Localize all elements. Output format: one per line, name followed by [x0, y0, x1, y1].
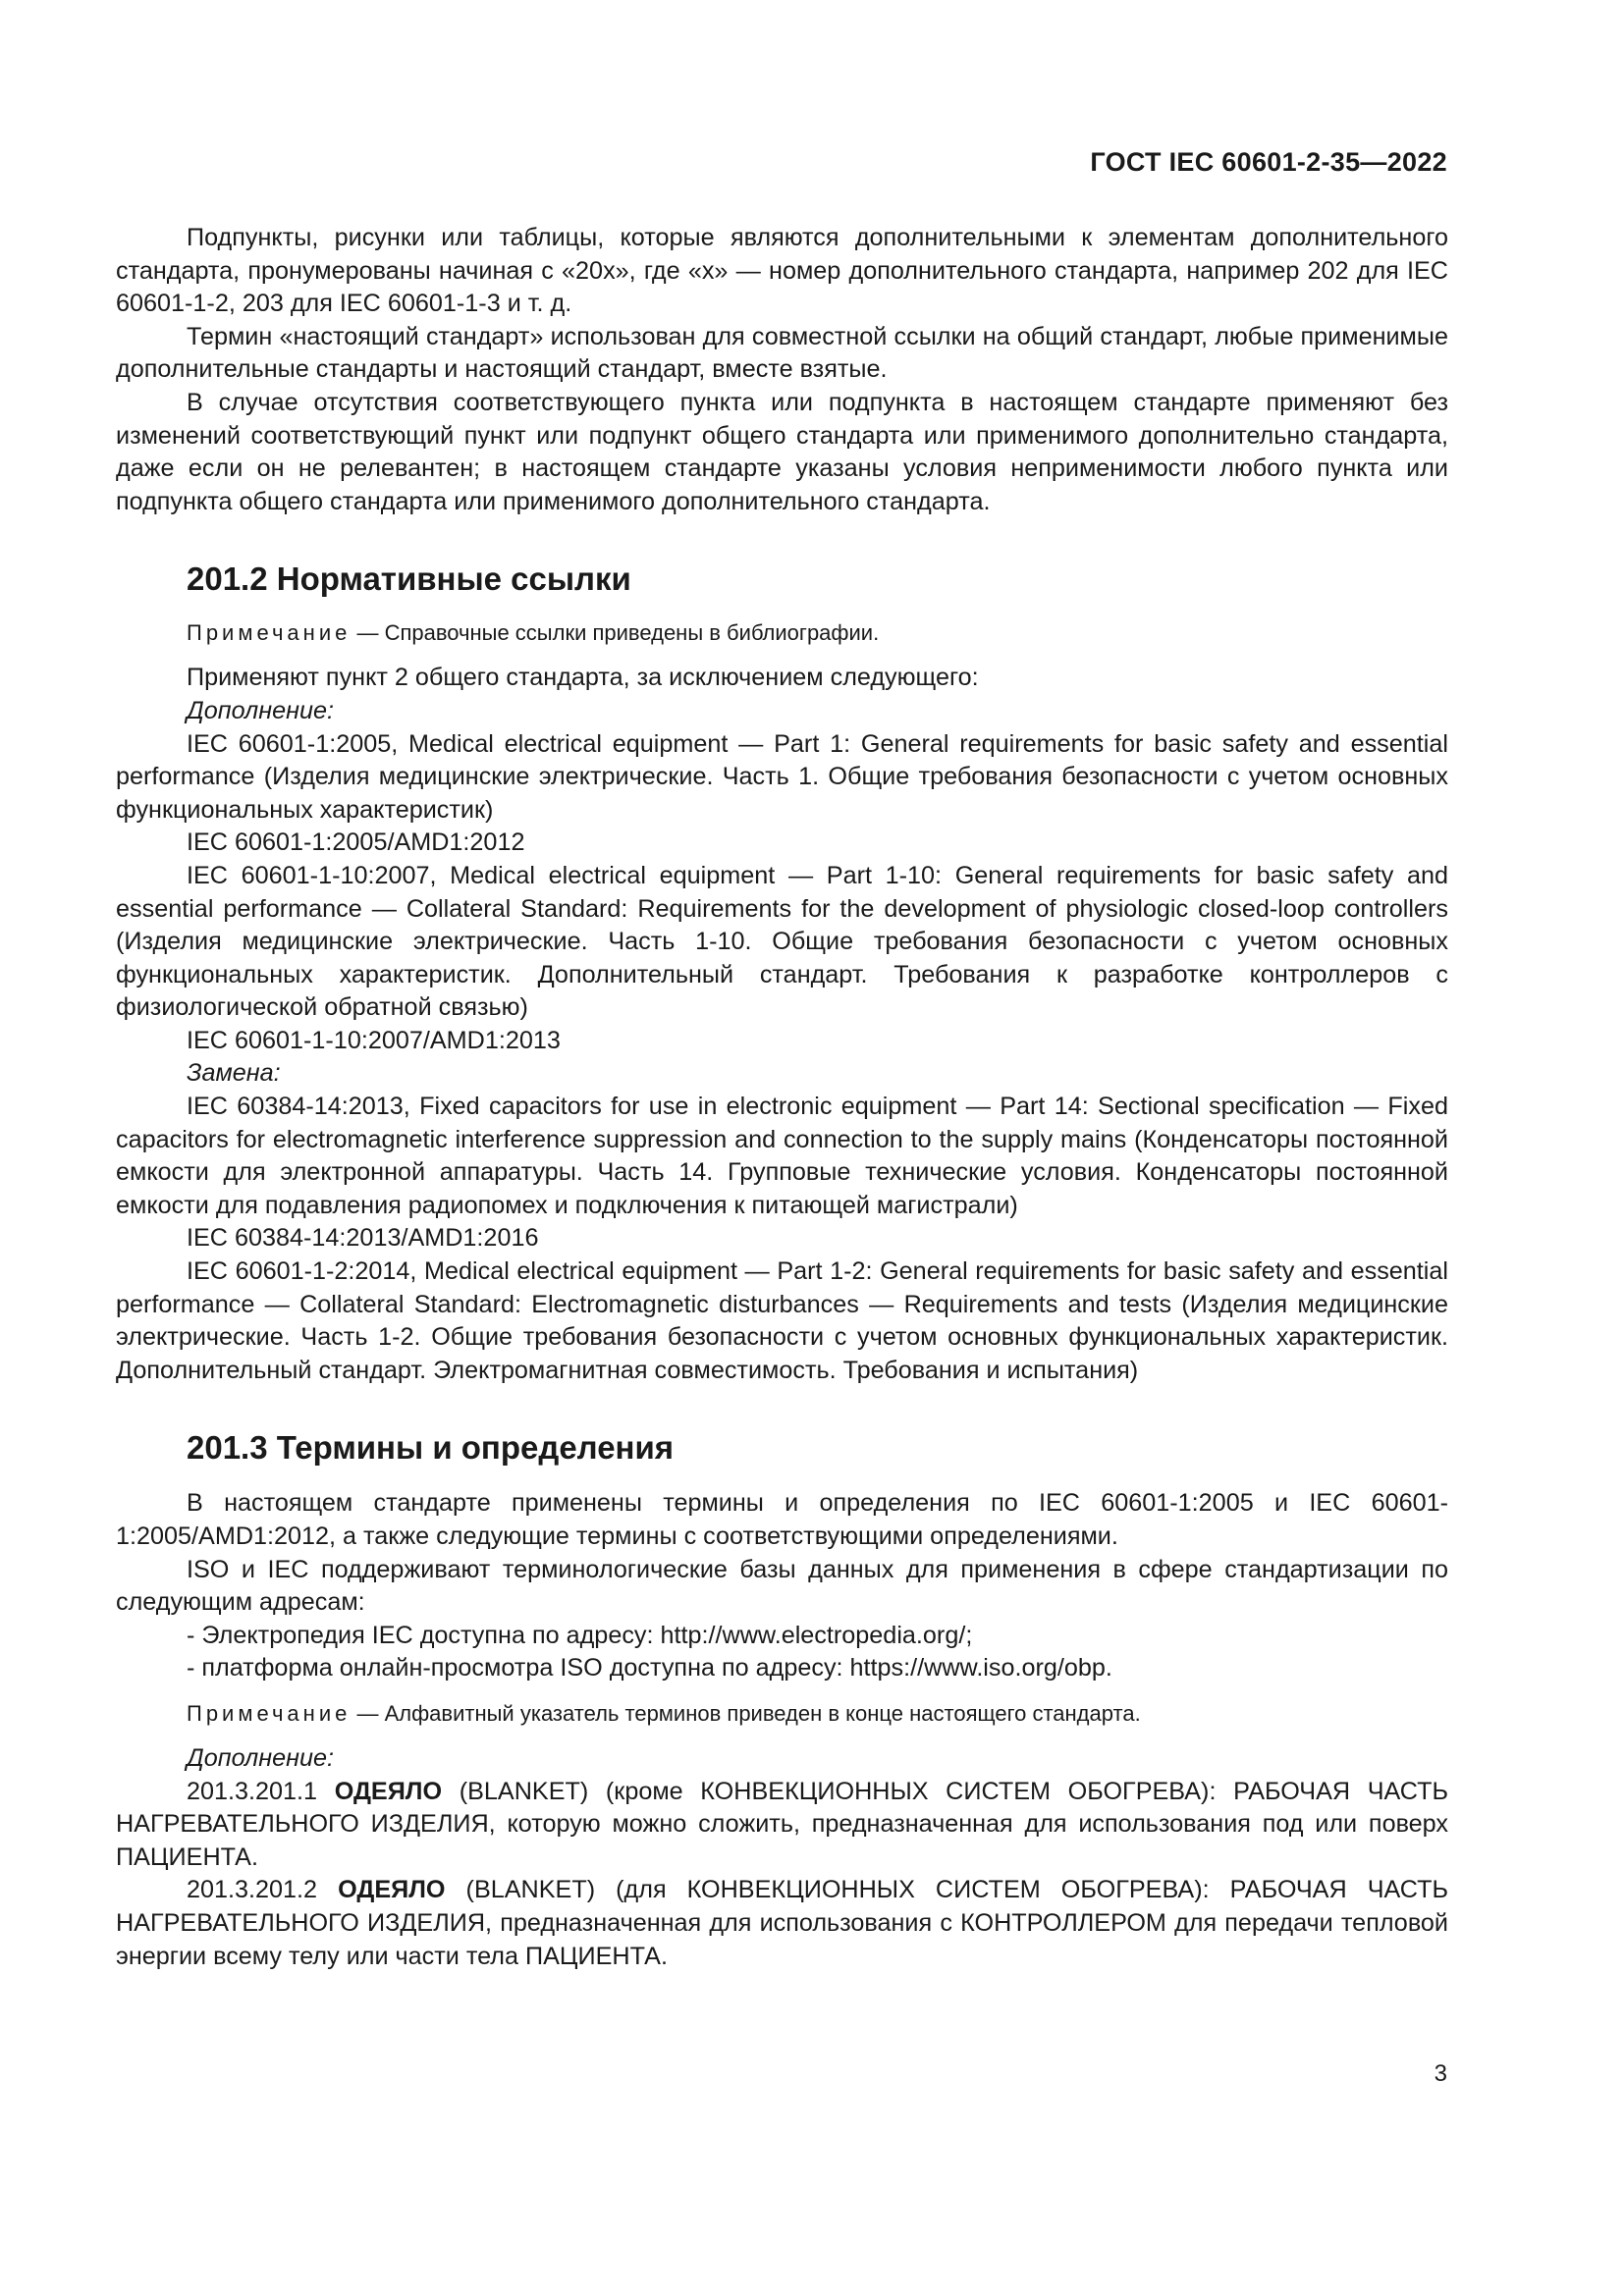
note-text: — Справочные ссылки приведены в библиографии. — [351, 620, 880, 646]
definition-number: 201.3.201.1 — [187, 1777, 335, 1805]
definition-item — [116, 1776, 1448, 1875]
section-heading-normative-references: 201.2 Нормативные ссылки — [187, 561, 631, 598]
definition-item — [116, 1874, 1448, 1973]
reference-item: IEC 60601-1:2005/AMD1:2012 — [187, 828, 525, 857]
page-header: ГОСТ IEC 60601-2-35—2022 — [1090, 147, 1447, 177]
replacement-label: Замена: — [187, 1059, 281, 1088]
note-references — [187, 618, 1448, 648]
page-content — [116, 222, 1448, 1973]
terms-paragraph-1: В настоящем стандарте применены термины и определения по IEC 60601-1:2005 и IEC 60601-1:2005/AMD1:2012, а также следующие термины с соответствующими определениями. — [116, 1489, 1448, 1550]
reference-item: IEC 60384-14:2013/AMD1:2016 — [187, 1224, 539, 1253]
note-label: Примечание — [187, 1700, 352, 1726]
list-item: - Электропедия IEC доступна по адресу: http://www.electropedia.org/; — [187, 1621, 973, 1649]
note-terms-index — [187, 1699, 1448, 1729]
reference-item: IEC 60384-14:2013, Fixed capacitors for use in electronic equipment — Part 14: Sectional specification — Fixed capacitors for electromagnetic interference suppression and connection to the supply mains (Конденсаторы постоянной емкости для электронной аппаратуры. Часть 14. Групповые технические условия. Конденсаторы постоянной емкости для подавления радиопомех и подключения к питающей магистрали) — [116, 1093, 1448, 1219]
definition-text: (BLANKET) (для КОНВЕКЦИОННЫХ СИСТЕМ ОБОГРЕВА): РАБОЧАЯ ЧАСТЬ НАГРЕВАТЕЛЬНОГО ИЗДЕЛИЯ, предназначенная для использования с КОНТРОЛЛЕРОМ для передачи тепловой энергии всему телу или части тела ПАЦИЕНТА. — [116, 1876, 1448, 1970]
definition-term: ОДЕЯЛО — [334, 1777, 443, 1805]
section-heading-terms-definitions: 201.3 Термины и определения — [187, 1429, 675, 1467]
definition-text: (BLANKET) (кроме КОНВЕКЦИОННЫХ СИСТЕМ ОБОГРЕВА): РАБОЧАЯ ЧАСТЬ НАГРЕВАТЕЛЬНОГО ИЗДЕЛИЯ, которую можно сложить, предназначенная для использования под или поверх ПАЦИЕНТА. — [116, 1777, 1448, 1871]
list-item: - платформа онлайн-просмотра ISO доступна по адресу: https://www.iso.org/obp. — [187, 1654, 1112, 1682]
addition-label: Дополнение: — [187, 696, 335, 724]
definition-term: ОДЕЯЛО — [338, 1876, 446, 1904]
page-number: 3 — [1434, 2060, 1447, 2087]
note-text: — Алфавитный указатель терминов приведен в конце настоящего стандарта. — [351, 1700, 1141, 1726]
intro-paragraph-3: В случае отсутствия соответствующего пункта или подпункта в настоящем стандарте применяют без изменений соответствующий пункт или подпункт общего стандарта или применимого дополнительно стандарта, даже если он не релевантен; в настоящем стандарте указаны условия неприменимости любого пункта или подпункта общего стандарта или применимого дополнительного стандарта. — [116, 388, 1448, 515]
reference-item: IEC 60601-1-10:2007, Medical electrical equipment — Part 1-10: General requirements for basic safety and essential performance — Collateral Standard: Requirements for the development of physiologic closed-loop controllers (Изделия медицинские электрические. Часть 1-10. Общие требования безопасности с учетом основных функциональных характеристик. Дополнительный стандарт. Требования к разработке контроллеров с физиологической обратной связью) — [116, 861, 1448, 1022]
intro-paragraph-1: Подпункты, рисунки или таблицы, которые являются дополнительными к элементам дополнительного стандарта, пронумерованы начиная с «20х», где «х» — номер дополнительного стандарта, например 202 для IEC 60601-1-2, 203 для IEC 60601-1-3 и т. д. — [116, 224, 1448, 318]
references-lead: Применяют пункт 2 общего стандарта, за исключением следующего: — [187, 664, 979, 692]
intro-paragraph-2: Термин «настоящий стандарт» использован для совместной ссылки на общий стандарт, любые применимые дополнительные стандарты и настоящий стандарт, вместе взятые. — [116, 322, 1448, 384]
definition-number: 201.3.201.2 — [187, 1876, 339, 1904]
addition-label: Дополнение: — [187, 1743, 335, 1772]
reference-item: IEC 60601-1-10:2007/AMD1:2013 — [187, 1026, 561, 1054]
reference-item: IEC 60601-1:2005, Medical electrical equipment — Part 1: General requirements for basic safety and essential performance (Изделия медицинские электрические. Часть 1. Общие требования безопасности с учетом основных функциональных характеристик) — [116, 729, 1448, 824]
terms-paragraph-2: ISO и IEC поддерживают терминологические базы данных для применения в сфере стандартизации по следующим адресам: — [116, 1555, 1448, 1617]
reference-item: IEC 60601-1-2:2014, Medical electrical equipment — Part 1-2: General requirements for basic safety and essential performance — Collateral Standard: Electromagnetic disturbances — Requirements and tests (Изделия медицинские электрические. Часть 1-2. Общие требования безопасности с учетом основных функциональных характеристик. Дополнительный стандарт. Электромагнитная совместимость. Требования и испытания) — [116, 1257, 1448, 1384]
note-label: Примечание — [187, 620, 352, 646]
